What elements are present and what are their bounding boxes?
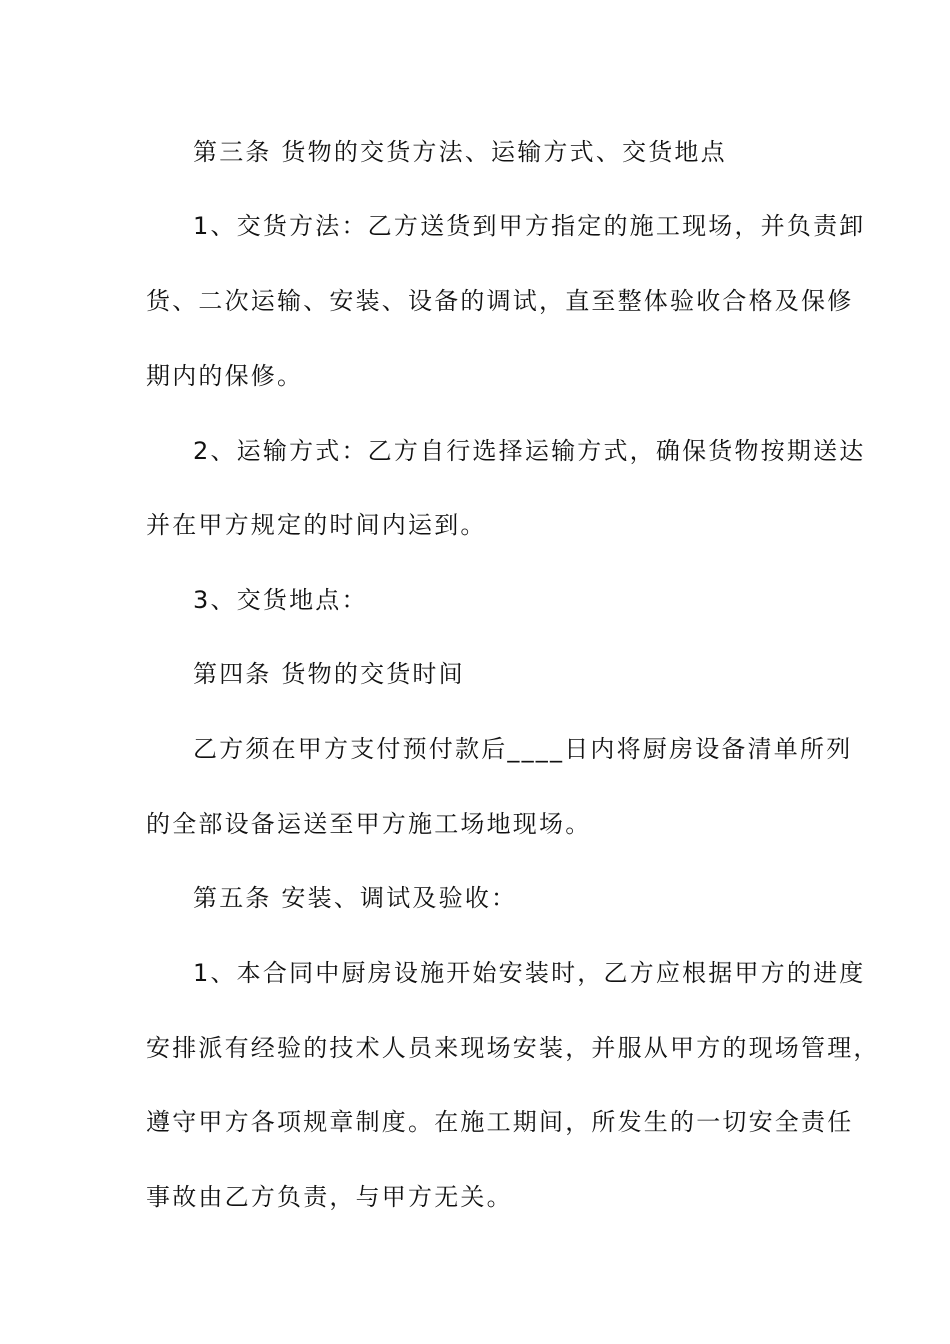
paragraph-line: 并在甲方规定的时间内运到。 [146,511,487,539]
paragraph-line: 1、本合同中厨房设施开始安装时，乙方应根据甲方的进度 [193,959,866,987]
paragraph-line: 遵守甲方各项规章制度。在施工期间，所发生的一切安全责任 [146,1108,854,1136]
paragraph-line: 2、运输方式：乙方自行选择运输方式，确保货物按期送达 [193,437,866,465]
article-5-heading: 第五条 安装、调试及验收： [193,884,518,912]
article-3-heading: 第三条 货物的交货方法、运输方式、交货地点 [193,138,727,166]
paragraph-line: 1、交货方法：乙方送货到甲方指定的施工现场，并负责卸 [193,212,866,240]
article-4-heading: 第四条 货物的交货时间 [193,660,465,688]
paragraph-line: 期内的保修。 [146,362,304,390]
paragraph-line: 3、交货地点： [193,586,368,614]
paragraph-line: 的全部设备运送至甲方施工场地现场。 [146,810,592,838]
paragraph-line: 乙方须在甲方支付预付款后____日内将厨房设备清单所列 [193,735,853,763]
paragraph-line: 货、二次运输、安装、设备的调试，直至整体验收合格及保修 [146,287,854,315]
paragraph-line: 安排派有经验的技术人员来现场安装，并服从甲方的现场管理， [146,1034,880,1062]
paragraph-line: 事故由乙方负责，与甲方无关。 [146,1183,513,1211]
